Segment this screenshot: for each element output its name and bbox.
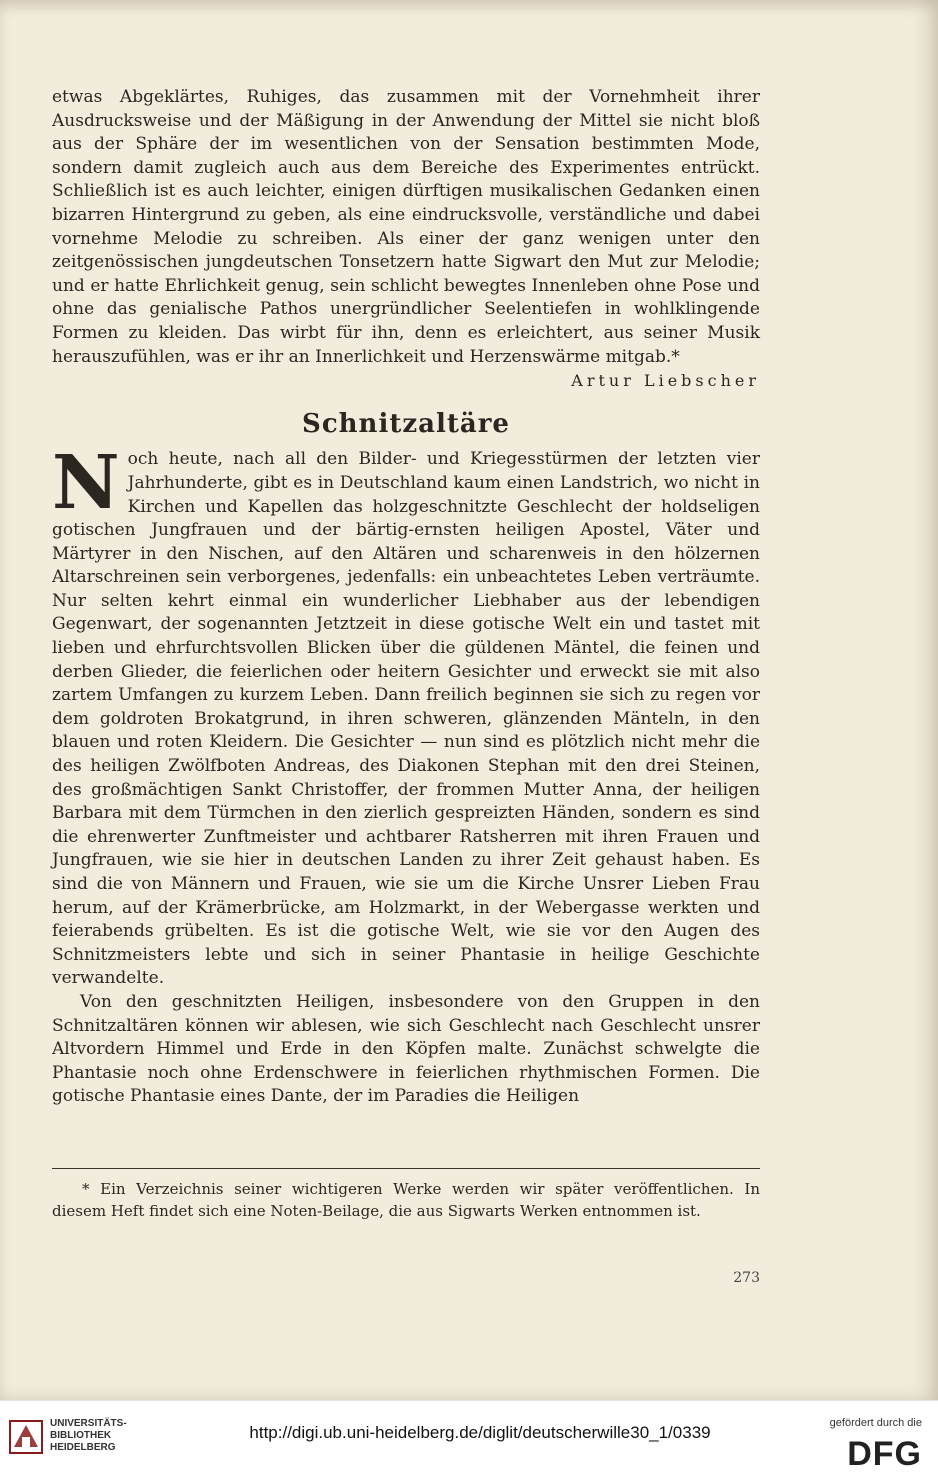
funder-block — [800, 1409, 930, 1471]
library-name-line3: HEIDELBERG — [50, 1442, 116, 1453]
section-title: Schnitzaltäre — [302, 408, 510, 439]
library-name-line1: UNIVERSITÄTS- — [50, 1418, 127, 1429]
footnote — [52, 1178, 760, 1222]
section-paragraph-1 — [52, 440, 760, 991]
section-paragraph-2: Von den geschnitzten Heiligen, insbesondere von den Gruppen in den Schnitzaltären können wir ablesen, wie sich Geschlecht nach Geschlecht unsrer Altvordern Himmel und Erde in den Köpfen malte. Zunächst schwelgte die Phantasie noch ohne Erdenschwere in feierlichen rhythmischen Formen. Die gotische Phantasie eines Dante, der im Paradies die Heiligen — [52, 991, 760, 1107]
page-body — [52, 86, 760, 1109]
source-url-link[interactable]: http://digi.ub.uni-heidelberg.de/diglit/deutscherwille30_1/0339 — [249, 1423, 711, 1442]
page-number: 273 — [733, 1270, 760, 1286]
viewer-footer — [0, 1400, 938, 1475]
footnote-rule — [52, 1168, 760, 1169]
drop-cap: N — [52, 440, 120, 527]
footnote-text: * Ein Verzeichnis seiner wichtigeren Werke werden wir später veröffentlichen. In diesem Heft findet sich eine Noten-Beilage, die aus Sigwarts Werken entnommen ist. — [52, 1180, 760, 1220]
intro-paragraph: etwas Abgeklärtes, Ruhiges, das zusammen mit der Vornehmheit ihrer Ausdrucksweise und der Mäßigung in der Anwendung der Mittel sie nicht bloß aus der Sphäre der im wesentlichen von der Sensation bestimmten Mode, sondern damit zugleich auch aus dem Bereiche des Experimentes entrückt. Schließlich ist es auch leichter, einigen dürftigen musikalischen Gedanken einen bizarren Hintergrund zu geben, als eine eindrucksvolle, verständliche und dabei vornehme Melodie zu schreiben. Als einer der ganz wenigen unter den zeitgenössischen jungdeutschen Tonsetzern hatte Sigwart den Mut zur Melodie; und er hatte Ehrlichkeit genug, sein schlicht bewegtes Innenleben ohne Pose und ohne das genialische Pathos unergründlicher Seelentiefen in wohlklingende Formen zu kleiden. Das wirbt für ihn, denn es erleichtert, aus seiner Musik herauszufühlen, was er ihr an Innerlichkeit und Herzenswärme mitgab.* — [52, 87, 760, 367]
funder-logo[interactable]: DFG — [847, 1435, 922, 1473]
author-signature: Artur Liebscher — [571, 371, 760, 391]
funder-caption: gefördert durch die — [829, 1417, 922, 1429]
section-paragraph-1-text: och heute, nach all den Bilder- und Kriegesstürmen der letzten vier Jahrhunderte, gibt es in Deutschland kaum einen Landstrich, wo nicht in Kirchen und Kapellen das holzgeschnitzte Geschlecht der holdseligen gotischen Jungfrauen und der bärtig-ernsten heiligen Apostel, Väter und Märtyrer in den Nischen, auf den Altären und scharenweis in den hölzernen Altarschreinen sein verborgenes, jedenfalls: ein unbeachtetes Leben verträumte. Nur selten kehrt einmal ein wunderlicher Liebhaber aus der lebendigen Gegenwart, der sogenannten Jetztzeit in diese gotische Welt ein und tastet mit lieben und ehrfurchtsvollen Blicken über die güldenen Mäntel, die feinen und derben Glieder, die feierlichen oder heitern Gesichter und erweckt sie mit also zartem Umfangen zu kurzem Leben. Dann freilich beginnen sie sich zu regen vor dem goldroten Brokatgrund, in ihren schweren, glänzenden Mänteln, in den blauen und roten Kleidern. Die Gesichter — nun sind es plötzlich nicht mehr die des heiligen Zwölfboten Andreas, des Diakonen Stephan mit den drei Steinen, des großmächtigen Sankt Christoffer, der frommen Mutter Anna, der heiligen Barbara mit dem Türmchen in den zierlich gespreizten Händen, sondern es sind die ehrenwerter Zunftmeister und achtbarer Ratsherren mit ihren Frauen und Jungfrauen, wie sie hier in deutschen Landen zu ihrer Zeit gehaust haben. Es sind die von Männern und Frauen, wie sie um die Kirche Unsrer Lieben Frau herum, auf der Krämerbrücke, am Holzmarkt, in der Webergasse werkten und feierabends grübelten. Es ist die gotische Welt, wie sie vor den Augen des Schnitzmeisters lebte und sich in seiner Phantasie in heilige Geschichte verwandelte. — [52, 449, 760, 989]
library-emblem-icon — [8, 1419, 44, 1455]
library-name — [50, 1418, 140, 1454]
library-logo[interactable] — [8, 1415, 128, 1459]
library-name-line2: BIBLIOTHEK — [50, 1430, 112, 1441]
